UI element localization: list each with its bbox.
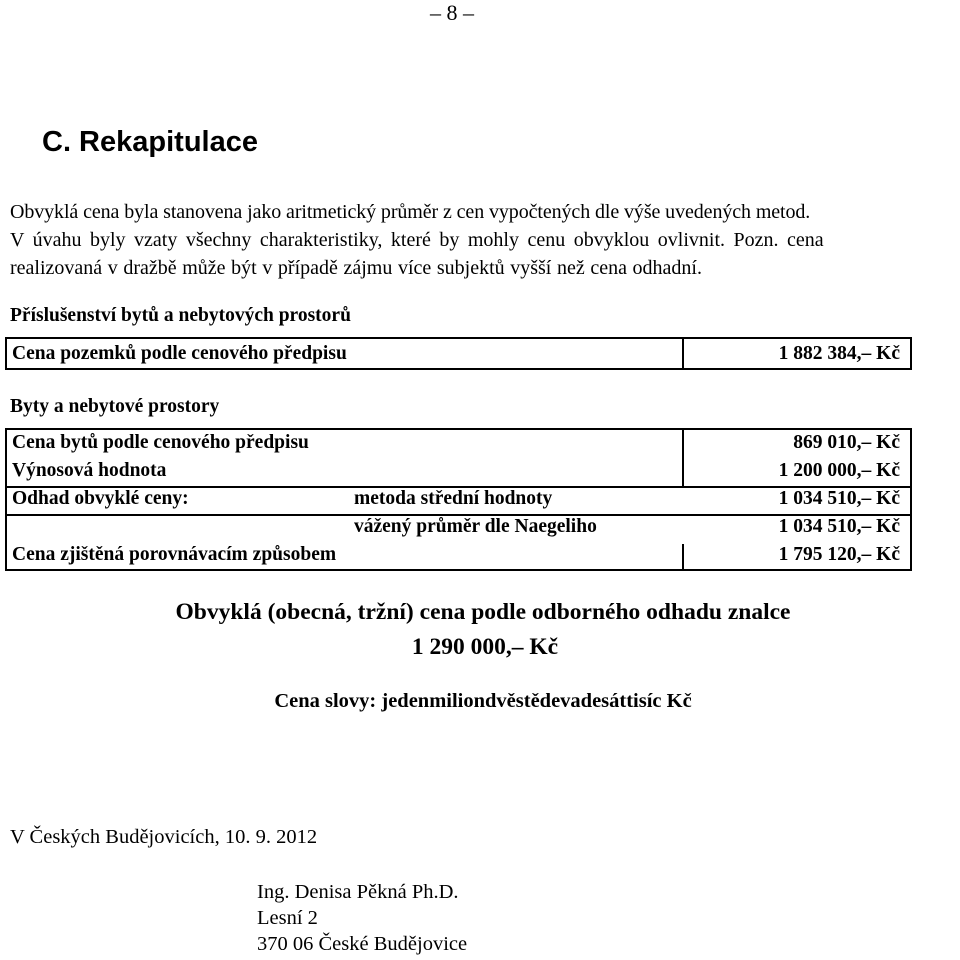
intro-line-3: realizovaná v dražbě může být v případě zájmu více subjektů vyšší než cena odhadní.	[10, 257, 702, 279]
page-number: – 8 –	[430, 0, 474, 25]
land-price-value: 1 882 384,– Kč	[778, 343, 900, 364]
column-divider-bottom	[682, 544, 684, 569]
intro-line-1: Obvyklá cena byla stanovena jako aritmetický průměr z cen vypočtených dle výše uvedených metod.	[10, 201, 811, 223]
table-row-method: vážený průměr dle Naegeliho	[354, 516, 597, 537]
final-price-title: Obvyklá (obecná, tržní) cena podle odborného odhadu znalce	[175, 599, 791, 625]
signature-street: Lesní 2	[257, 907, 318, 929]
price-in-words: Cena slovy: jedenmiliondvěstědevadesáttisíc Kč	[274, 690, 692, 712]
accessories-heading: Příslušenství bytů a nebytových prostorů	[10, 305, 351, 326]
table-row-value: 1 034 510,– Kč	[778, 488, 900, 509]
table-row-method: metoda střední hodnoty	[354, 488, 553, 509]
table-row-label: Cena zjištěná porovnávacím způsobem	[12, 544, 337, 565]
table-row-label: Odhad obvyklé ceny:	[12, 488, 189, 509]
signature-city: 370 06 České Budějovice	[257, 933, 468, 955]
column-divider-top	[682, 430, 684, 488]
intro-line-2: V úvahu byly vzaty všechny charakteristiky, které by mohly cenu obvyklou ovlivnit. Pozn. cena	[10, 229, 824, 251]
table-row-value: 869 010,– Kč	[793, 432, 900, 453]
signature-name: Ing. Denisa Pěkná Ph.D.	[257, 881, 459, 903]
table-row-label: Cena bytů podle cenového předpisu	[12, 432, 309, 453]
section-title: C. Rekapitulace	[42, 126, 258, 158]
land-price-table	[5, 337, 912, 370]
flats-table	[5, 428, 912, 571]
final-price-amount: 1 290 000,– Kč	[411, 634, 559, 660]
table-row-label: Výnosová hodnota	[12, 460, 167, 481]
intro-paragraph	[10, 198, 960, 282]
table-row-value: 1 034 510,– Kč	[778, 516, 900, 537]
table-row-value: 1 200 000,– Kč	[778, 460, 900, 481]
table-row-value: 1 795 120,– Kč	[778, 544, 900, 565]
column-divider	[682, 339, 684, 368]
land-price-label: Cena pozemků podle cenového předpisu	[12, 343, 347, 364]
place-and-date: V Českých Budějovicích, 10. 9. 2012	[10, 826, 318, 848]
flats-heading: Byty a nebytové prostory	[10, 396, 220, 417]
